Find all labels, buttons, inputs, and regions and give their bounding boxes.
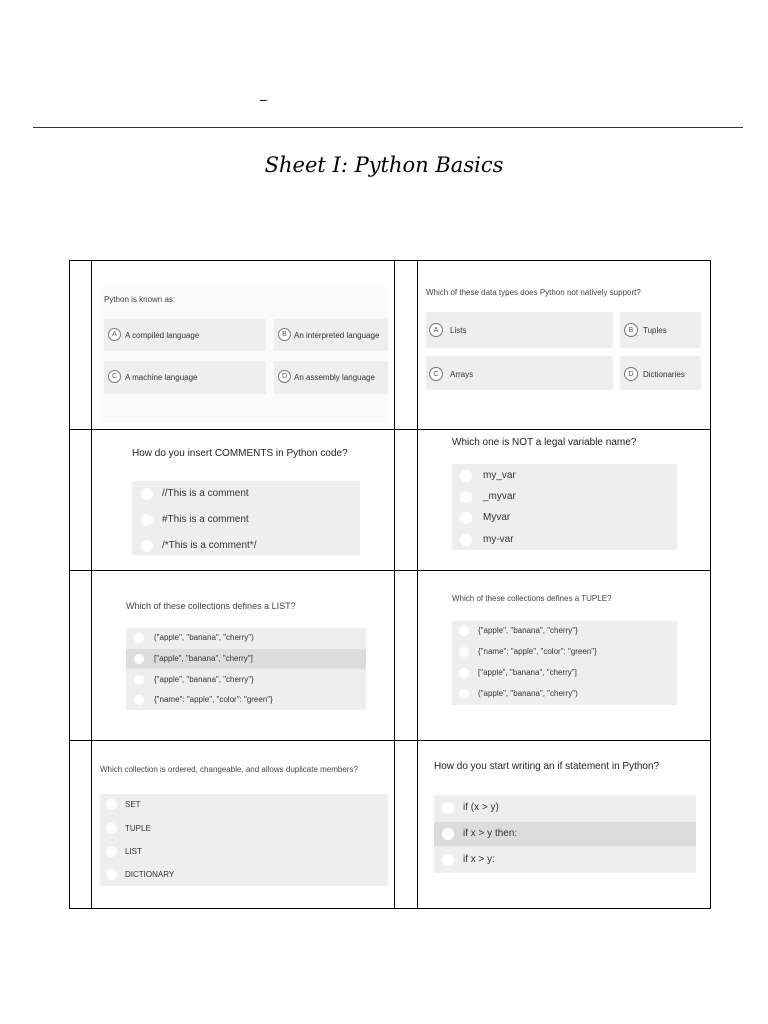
question-cell-3 — [92, 430, 395, 571]
question-cell-4 — [418, 430, 711, 571]
quiz-table — [69, 260, 711, 909]
question-text: Python is known as: — [104, 295, 176, 304]
question-text: Which one is NOT a legal variable name? — [452, 437, 637, 448]
option-label: Lists — [450, 326, 467, 335]
option-label: //This is a comment — [162, 488, 249, 499]
option-label: my_var — [483, 470, 516, 481]
question-cell-7 — [92, 741, 395, 909]
radio-button[interactable] — [460, 534, 472, 546]
radio-button[interactable] — [460, 512, 472, 524]
radio-button[interactable] — [460, 470, 472, 482]
option-label: Dictionaries — [643, 370, 685, 379]
radio-button[interactable] — [141, 514, 153, 526]
option-label: {"apple", "banana", "cherry"} — [154, 675, 254, 684]
row-number-cell — [70, 430, 92, 571]
option-label: A machine language — [125, 373, 198, 382]
option-label: if x > y then: — [463, 828, 518, 839]
question-cell-6 — [418, 571, 711, 741]
option-label: {"apple", "banana", "cherry"} — [478, 626, 578, 635]
question-text: How do you insert COMMENTS in Python code? — [132, 448, 348, 459]
option-label: {"name": "apple", "color": "green"} — [154, 695, 273, 704]
question-cell-8 — [418, 741, 711, 909]
option-label: {"name": "apple", "color": "green"} — [478, 647, 597, 656]
option-letter-d: D — [624, 367, 638, 381]
radio-button[interactable] — [459, 626, 469, 636]
option-letter-c: C — [108, 370, 121, 383]
option-label: _myvar — [483, 491, 516, 502]
row-number-cell — [70, 571, 92, 741]
row-number-cell — [70, 261, 92, 430]
radio-button[interactable] — [442, 802, 454, 814]
radio-button[interactable] — [459, 689, 469, 699]
radio-button[interactable] — [460, 491, 472, 503]
question-cell-5 — [92, 571, 395, 741]
option-label: SET — [125, 800, 141, 809]
page-title: Sheet I: Python Basics — [264, 153, 504, 177]
radio-button[interactable] — [442, 828, 454, 840]
question-text: Which of these collections defines a TUPLE? — [452, 594, 612, 603]
option-label: #This is a comment — [162, 514, 249, 525]
question-text: Which of these collections defines a LIST? — [126, 601, 296, 611]
option-label: TUPLE — [125, 824, 151, 833]
row-number-cell — [395, 571, 418, 741]
option-letter-a: A — [429, 323, 443, 337]
option-letter-b: B — [278, 328, 291, 341]
radio-button[interactable] — [134, 675, 144, 685]
option-label: /*This is a comment*/ — [162, 540, 257, 551]
question-text: Which of these data types does Python not natively support? — [426, 288, 641, 297]
radio-button[interactable] — [141, 488, 153, 500]
radio-button[interactable] — [106, 799, 117, 810]
option-label: Tuples — [643, 326, 667, 335]
option-letter-d: D — [278, 370, 291, 383]
option-label: A compiled language — [125, 331, 200, 340]
radio-button[interactable] — [106, 846, 117, 857]
radio-button[interactable] — [134, 633, 144, 643]
option-label: ["apple", "banana", "cherry"] — [478, 668, 577, 677]
radio-button[interactable] — [459, 668, 469, 678]
option-label: ("apple", "banana", "cherry") — [154, 633, 254, 642]
option-letter-b: B — [624, 323, 638, 337]
row-number-cell — [70, 741, 92, 909]
option-label: DICTIONARY — [125, 870, 175, 879]
question-text: Which collection is ordered, changeable, and allows duplicate members? — [100, 765, 358, 774]
radio-button[interactable] — [459, 647, 469, 657]
row-number-cell — [395, 430, 418, 571]
option-label: if x > y: — [463, 854, 495, 865]
option-label: if (x > y) — [463, 802, 499, 813]
row-number-cell — [395, 741, 418, 909]
option-label: Myvar — [483, 512, 511, 523]
row-number-cell — [395, 261, 418, 430]
option-label: LIST — [125, 847, 142, 856]
option-label: An interpreted language — [294, 331, 380, 340]
option-label: Arrays — [450, 370, 474, 379]
option-label: my-var — [483, 534, 514, 545]
option-label: ("apple", "banana", "cherry") — [478, 689, 578, 698]
radio-button[interactable] — [134, 654, 144, 664]
option-label: ["apple", "banana", "cherry"] — [154, 654, 253, 663]
question-cell-1 — [92, 261, 395, 430]
option-label: An assembly language — [294, 373, 375, 382]
radio-button[interactable] — [106, 823, 117, 834]
header-rule — [33, 127, 743, 128]
header-dash: – — [260, 92, 268, 107]
radio-button[interactable] — [106, 869, 117, 880]
option-letter-c: C — [429, 367, 443, 381]
question-text: How do you start writing an if statement in Python? — [434, 761, 660, 772]
question-cell-2 — [418, 261, 711, 430]
radio-button[interactable] — [141, 540, 153, 552]
radio-button[interactable] — [134, 695, 144, 705]
option-letter-a: A — [108, 328, 121, 341]
radio-button[interactable] — [442, 854, 454, 866]
